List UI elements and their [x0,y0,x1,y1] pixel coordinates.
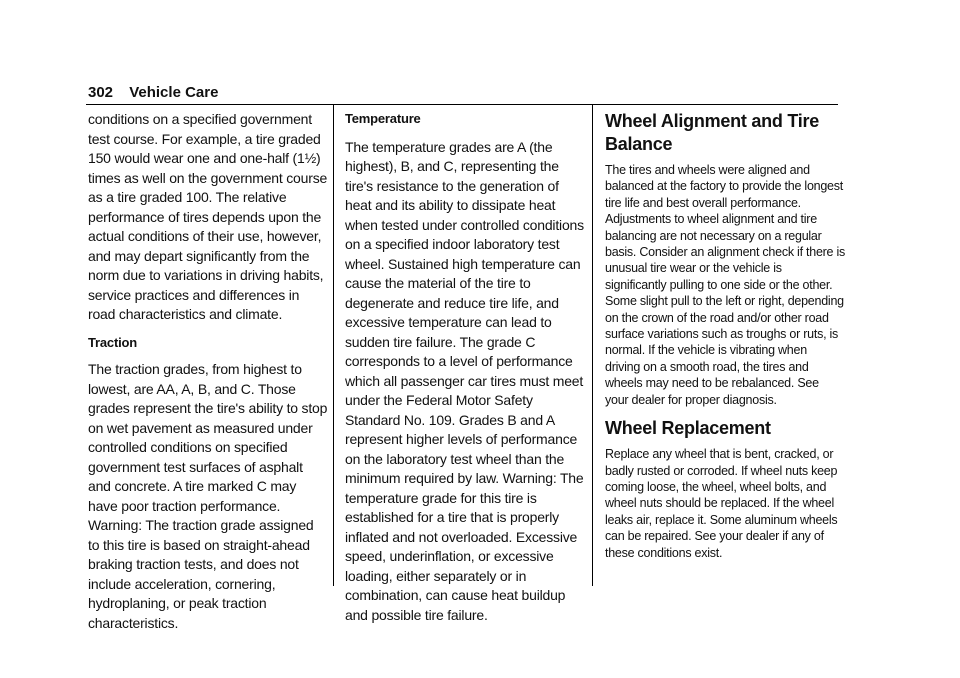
header-rule [86,104,838,105]
traction-paragraph: The traction grades, from highest to lowest, are AA, A, B, and C. Those grades represent the tire's ability to stop on wet pavement as measured under controlled conditions on specified government test surfaces of asphalt and concrete. A tire marked C may have poor traction performance. Warning: The traction grade assigned to this tire is based on straight-ahead braking traction tests, and does not include acceleration, cornering, hydroplaning, or peak traction characteristics. [88,361,328,631]
traction-subheading: Traction [88,334,137,350]
wheel-replacement-paragraph: Replace any wheel that is bent, cracked, or badly rusted or corroded. If wheel nuts keep coming loose, the wheel, wheel bolts, and wheel nuts should be replaced. If the wheel leaks air, replace it. Some aluminum wheels can be repaired. See your dealer if any of these conditions exist. [605,447,838,560]
column-1 [88,110,328,633]
page-header [88,84,218,101]
wheel-replacement-heading: Wheel Replacement [605,418,771,439]
temperature-paragraph: The temperature grades are A (the highest), B, and C, representing the tire's resistance to the generation of heat and its ability to dissipate heat when tested under controlled conditions on a specified indoor laboratory test wheel. Sustained high temperature can cause the material of the tire to degenerate and reduce tire life, and excessive temperature can lead to sudden tire failure. The grade C corresponds to a level of performance which all passenger car tires must meet under the Federal Motor Safety Standard No. 109. Grades B and A represent higher levels of performance on the laboratory test wheel than the minimum required by law. Warning: The temperature grade for this tire is established for a tire that is properly inflated and not overloaded. Excessive speed, underinflation, or excessive loading, either separately or in combination, can cause heat buildup and possible tire failure. [345,138,584,623]
column-3 [605,110,845,561]
column-divider-2 [592,104,593,586]
page-number: 302 [88,84,114,101]
wheel-alignment-paragraph: The tires and wheels were aligned and balanced at the factory to provide the longest tire life and best overall performance. Adjustments to wheel alignment and tire balancing are not necessary on a regular basis. Consider an alignment check if there is unusual tire wear or the vehicle is significantly pulling to one side or the other. Some slight pull to the left or right, depending on the crown of the road and/or other road surface variations such as troughs or ruts, is normal. If the vehicle is vibrating when driving on a smooth road, the tires and wheels may need to be rebalanced. See your dealer for proper diagnosis. [605,163,846,407]
column-divider-1 [333,104,334,586]
uniformity-continuation-paragraph: conditions on a specified government test course. For example, a tire graded 150 would wear one and one-half (1½) times as well on the government course as a tire graded 100. The relative performance of tires depends upon the actual conditions of their use, however, and may depart significantly from the norm due to variations in driving habits, service practices and differences in road characteristics and climate. [88,111,328,322]
column-2 [345,110,585,625]
wheel-alignment-heading: Wheel Alignment and Tire Balance [605,111,820,154]
temperature-subheading: Temperature [345,111,421,126]
section-title: Vehicle Care [129,84,219,101]
